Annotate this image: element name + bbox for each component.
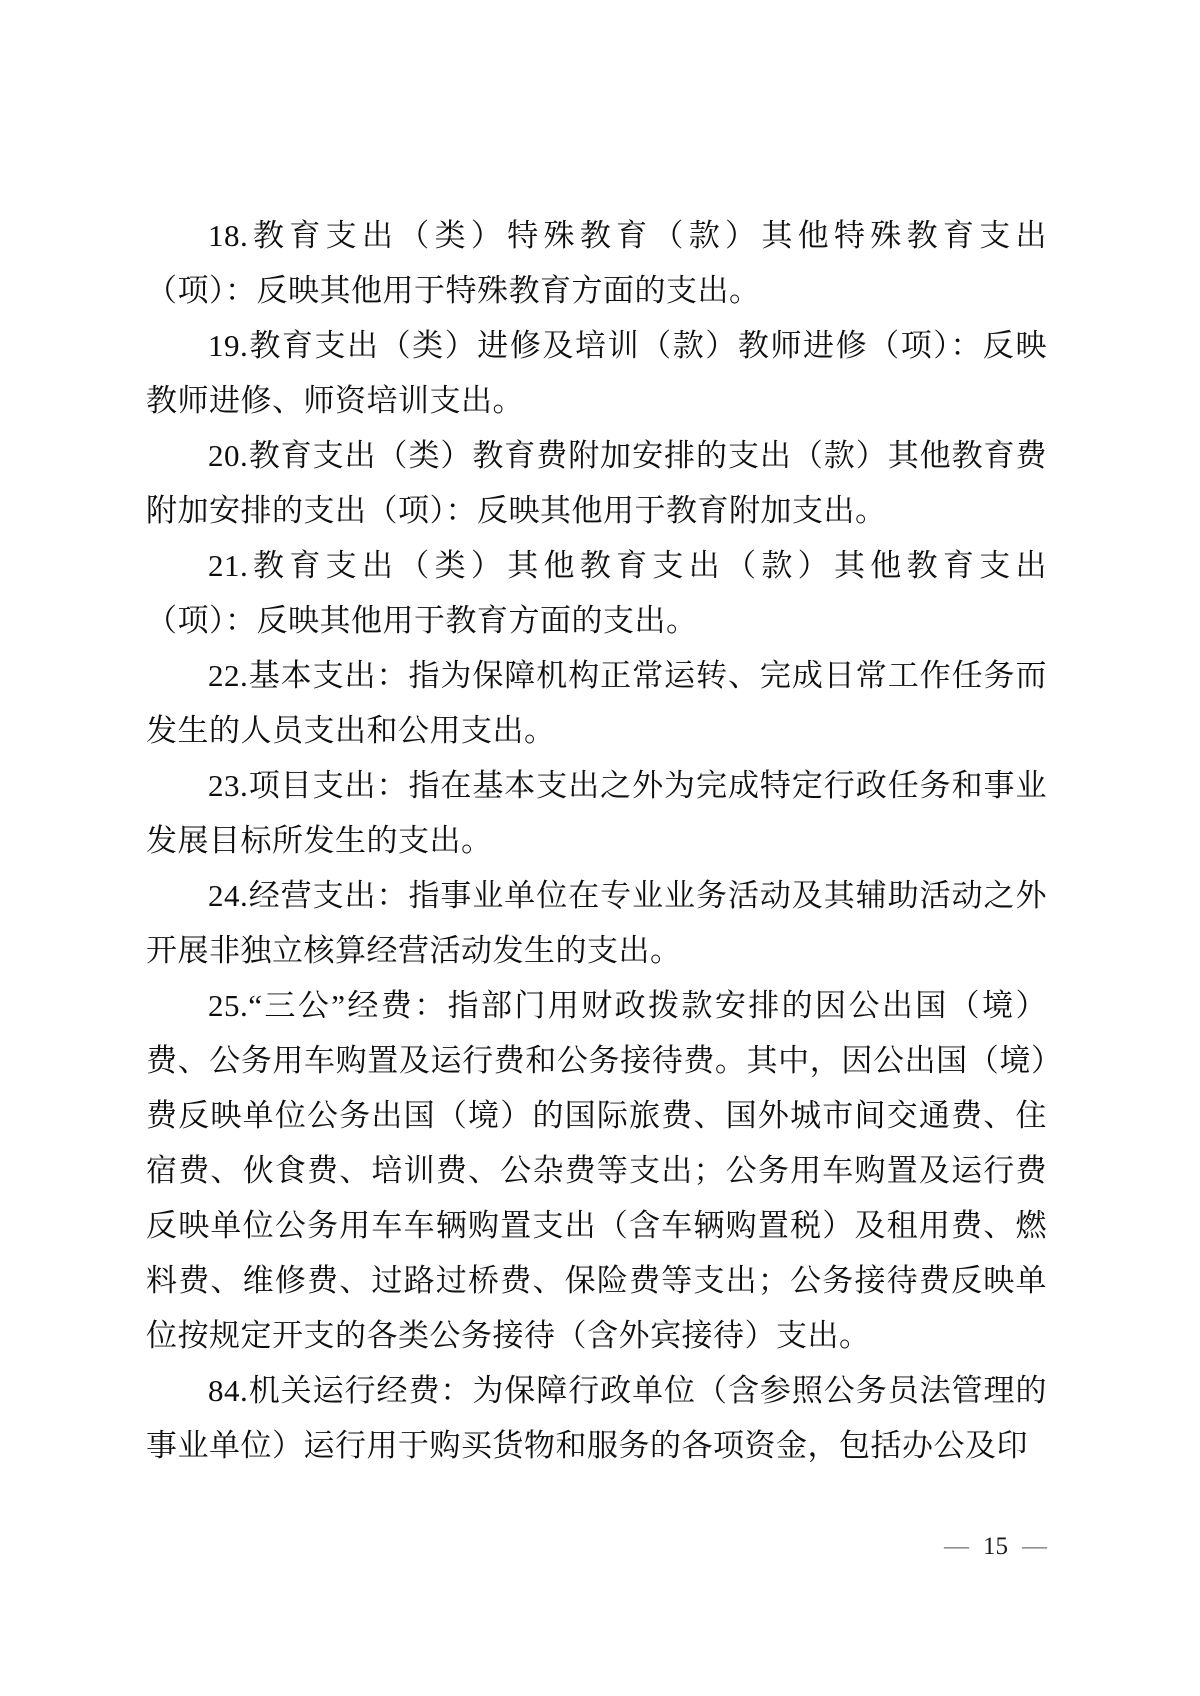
page-number: 15: [983, 1533, 1008, 1560]
document-body: [146, 208, 1047, 1473]
page-number-dash-left: —: [944, 1533, 969, 1560]
paragraph-item-19: 19.教育支出（类）进修及培训（款）教师进修（项）：反映教师进修、师资培训支出。: [146, 328, 1047, 418]
paragraph-item-20: 20.教育支出（类）教育费附加安排的支出（款）其他教育费附加安排的支出（项）：反映其他用于教育附加支出。: [146, 438, 1047, 528]
paragraph-item-25: 25.“三公”经费：指部门用财政拨款安排的因公出国（境）费、公务用车购置及运行费和公务接待费。其中，因公出国（境）费反映单位公务出国（境）的国际旅费、国外城市间交通费、住宿费、伙食费、培训费、公杂费等支出；公务用车购置及运行费反映单位公务用车车辆购置支出（含车辆购置税）及租用费、燃料费、维修费、过路过桥费、保险费等支出；公务接待费反映单位按规定开支的各类公务接待（含外宾接待）支出。: [146, 988, 1047, 1353]
paragraph-item-84: 84.机关运行经费：为保障行政单位（含参照公务员法管理的事业单位）运行用于购买货物和服务的各项资金，包括办公及印: [146, 1373, 1047, 1463]
page-number-dash-right: —: [1022, 1533, 1047, 1560]
paragraph-item-21: 21.教育支出（类）其他教育支出（款）其他教育支出（项）：反映其他用于教育方面的支出。: [146, 548, 1047, 638]
paragraph-item-24: 24.经营支出：指事业单位在专业业务活动及其辅助活动之外开展非独立核算经营活动发生的支出。: [146, 878, 1047, 968]
paragraph-item-23: 23.项目支出：指在基本支出之外为完成特定行政任务和事业发展目标所发生的支出。: [146, 768, 1047, 858]
paragraph-item-18: 18.教育支出（类）特殊教育（款）其他特殊教育支出（项）：反映其他用于特殊教育方面的支出。: [146, 218, 1047, 308]
paragraph-item-22: 22.基本支出：指为保障机构正常运转、完成日常工作任务而发生的人员支出和公用支出。: [146, 658, 1047, 748]
page-footer: [146, 1532, 1047, 1562]
